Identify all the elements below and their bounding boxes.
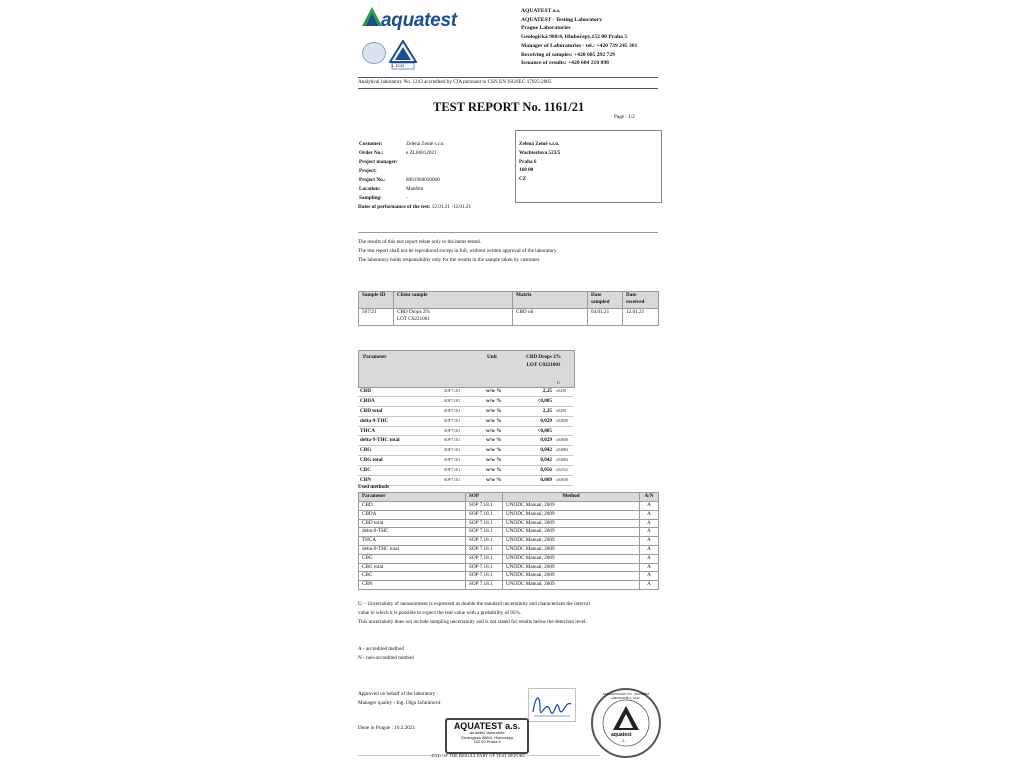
result-row: CBDA SOP 7.18.1 w/w % <0,005 bbox=[358, 396, 573, 406]
info-label: Customer: bbox=[359, 141, 383, 147]
client-sample: CBD Drops 2% LOT C0221001 bbox=[394, 309, 513, 326]
done-in-prague: Done in Prague : 16.2.2021 bbox=[358, 725, 416, 731]
company-stamp: AQUATEST a.s. zkušební laboratoře Geologická 988/4, Hlubočepy 152 00 Praha 5 bbox=[445, 718, 529, 754]
method-row: CBD total SOP 7.18.1 UNODC Manual, 2009 A bbox=[359, 519, 659, 528]
col-header: Method bbox=[503, 493, 640, 502]
result-row: delta-9-THC total SOP 7.18.1 w/w % 0,029 ±0,0058 bbox=[358, 436, 573, 446]
page-number: Page : 1/2 bbox=[614, 114, 635, 120]
method-row: delta-9-THC total SOP 7.18.1 UNODC Manual, 2009 A bbox=[359, 545, 659, 554]
result-row: CBD SOP 7.18.1 w/w % 2,25 ±0,450 bbox=[358, 387, 573, 396]
address-line: CZ bbox=[519, 176, 527, 183]
results-table bbox=[358, 387, 573, 486]
info-label: Order No.: bbox=[359, 150, 384, 156]
lab-line: Prague Laboratories bbox=[521, 25, 571, 32]
seal-ring-text: AKREDITOVANÁ ČIA · ZKUŠEBNÍ LABORATOŘ č. 1243 · bbox=[602, 692, 650, 700]
lab-contact-block bbox=[521, 7, 637, 68]
info-value bbox=[405, 167, 445, 176]
note-line: This uncertainity does not include sampling uncertainity and is not stated for results below the detection level. bbox=[358, 618, 587, 625]
method-row: THCA SOP 7.18.1 UNODC Manual, 2009 A bbox=[359, 537, 659, 546]
col-header: Parameter bbox=[359, 493, 466, 502]
info-label: Location: bbox=[359, 186, 381, 192]
lab-line: Issuance of results: +420 604 210 898 bbox=[521, 60, 609, 67]
info-label: Project: bbox=[359, 168, 377, 174]
seal-sub-text: -1- bbox=[621, 739, 626, 743]
disclaimer-line: The laboratory holds responsibility only for the results in the sample taken by customer. bbox=[358, 256, 541, 263]
sample-id: 507/21 bbox=[359, 309, 394, 326]
info-label: Sampling: bbox=[359, 195, 382, 201]
address-line: Praha 6 bbox=[519, 158, 537, 165]
method-legend bbox=[358, 645, 414, 663]
sample-table bbox=[358, 291, 659, 326]
manager-name: Manager quality - Ing. Olga Jačaninová bbox=[358, 700, 441, 706]
method-row: CBG total SOP 7.18.1 UNODC Manual, 2009 A bbox=[359, 563, 659, 572]
method-row: CBG SOP 7.18.1 UNODC Manual, 2009 A bbox=[359, 554, 659, 563]
date-received: 12.01.21 bbox=[623, 309, 659, 326]
uncertainty-header: U bbox=[557, 380, 560, 385]
report-title: TEST REPORT No. 1161/21 bbox=[433, 100, 585, 114]
result-row: CBD total SOP 7.18.1 w/w % 2,25 ±0,450 bbox=[358, 406, 573, 416]
legend-line: N - non-accredited method bbox=[358, 655, 414, 661]
address-line: Wachterlova 523/5 bbox=[519, 149, 561, 156]
ilac-badge-icon bbox=[362, 42, 386, 64]
col-header: A/N bbox=[640, 493, 659, 502]
stamp-title: AQUATEST a.s. bbox=[453, 721, 521, 731]
col-header: Date received bbox=[623, 292, 659, 309]
col-header: Sample ID bbox=[359, 292, 394, 309]
seal-center-text: aquatest bbox=[611, 732, 632, 738]
accreditation-number: L 1243 bbox=[392, 63, 405, 68]
accreditation-seal bbox=[591, 688, 661, 758]
result-row: delta-9-THC SOP 7.18.1 w/w % 0,029 ±0,0058 bbox=[358, 416, 573, 426]
disclaimer-line: The results of this test report relate only to the items tested. bbox=[358, 239, 482, 245]
address-box bbox=[515, 130, 662, 203]
col-header: Matrix bbox=[513, 292, 588, 309]
method-row: CBN SOP 7.18.1 UNODC Manual, 2009 A bbox=[359, 581, 659, 590]
info-value: e ZL06012021 bbox=[406, 150, 437, 156]
approved-text: Approved on behalf of the laboratory : bbox=[358, 691, 439, 697]
results-header bbox=[358, 350, 575, 388]
col-header: SOP bbox=[466, 493, 503, 502]
signature-image bbox=[528, 688, 576, 722]
note-line: value in which it is possible to expect the real value with a probability of 95%. bbox=[358, 609, 522, 616]
date-sampled: 04.01.21 bbox=[588, 309, 623, 326]
result-row: CBN SOP 7.18.1 w/w % 0,009 ±0,0018 bbox=[358, 476, 573, 486]
disclaimer-line: The test report shall not be reproduced except in full, without written approval of the laboratory. bbox=[358, 247, 558, 254]
info-label: Project No.: bbox=[359, 177, 386, 183]
method-row: CBC SOP 7.18.1 UNODC Manual, 2009 A bbox=[359, 572, 659, 581]
results-col-sample: CBD Drops 2% LOT C0221001 bbox=[526, 354, 561, 368]
address-line: Zelená Země s.r.o. bbox=[519, 141, 560, 147]
info-value: Zelená Země s.r.o. bbox=[406, 141, 445, 147]
lab-line: Receiving of samples: +420 605 292 729 bbox=[521, 51, 615, 58]
aquatest-logo bbox=[361, 4, 479, 34]
accreditation-note: Analytical laboratory No. 1243 accredited by CIA pursuant to CSN EN ISO/IEC 17025:2005 bbox=[358, 79, 552, 85]
info-value: 8061960030000 bbox=[406, 177, 440, 183]
method-row: CBDA SOP 7.18.1 UNODC Manual, 2009 A bbox=[359, 510, 659, 519]
logo-wordmark: aquatest bbox=[381, 10, 457, 31]
aquatest-logo-icon bbox=[361, 6, 383, 28]
method-row: CBD SOP 7.18.1 UNODC Manual, 2009 A bbox=[359, 502, 659, 511]
disclaimer bbox=[358, 238, 557, 264]
col-header: Client sample bbox=[394, 292, 513, 309]
end-of-report-line: ------------------------------------------------END OF THE RESULT PART OF TEST REPORT ------------------------------------------------ bbox=[358, 753, 600, 758]
info-label: Dates of performance of the test: bbox=[358, 204, 431, 210]
result-row: CBC SOP 7.18.1 w/w % 0,056 ±0,0112 bbox=[358, 466, 573, 476]
lab-line: AQUATEST a.s. bbox=[521, 8, 561, 14]
uncertainty-note bbox=[358, 600, 590, 626]
methods-table bbox=[358, 492, 659, 590]
address-line: 160 00 bbox=[519, 167, 534, 174]
note-line: U. - Uncertainity of measurement is expressed as double the standard uncertainity and characterizes the interval bbox=[358, 601, 590, 607]
results-col-parameter: Parameter bbox=[363, 354, 387, 360]
col-header: Date sampled bbox=[588, 292, 623, 309]
method-row: delta-9-THC SOP 7.18.1 UNODC Manual, 2009 A bbox=[359, 528, 659, 537]
info-label: Project manager: bbox=[359, 159, 398, 165]
lab-line: Geologická 988/4, Hlubočepy,152 00 Praha 5 bbox=[521, 34, 628, 41]
results-col-unit: Unit bbox=[487, 354, 497, 360]
info-value: 12.01.21 -12.01.21 bbox=[431, 204, 472, 210]
result-row: CBG total SOP 7.18.1 w/w % 0,042 ±0,0084 bbox=[358, 456, 573, 466]
result-row: THCA SOP 7.18.1 w/w % <0,005 bbox=[358, 426, 573, 436]
info-value bbox=[405, 158, 445, 167]
approval-block bbox=[358, 690, 440, 708]
lab-line: AQUATEST - Testing Laboratory bbox=[521, 16, 603, 23]
matrix: CBD oil bbox=[513, 309, 588, 326]
info-value: Manětín bbox=[406, 186, 424, 192]
customer-info bbox=[358, 140, 471, 210]
result-row: CBG SOP 7.18.1 w/w % 0,042 ±0,0084 bbox=[358, 446, 573, 456]
info-value: - bbox=[406, 195, 408, 201]
methods-title: Used methods bbox=[358, 484, 389, 490]
legend-line: A - accredited method bbox=[358, 646, 404, 652]
lab-line: Manager of Laboratories - tel.: +420 739 245 361 bbox=[521, 42, 638, 49]
